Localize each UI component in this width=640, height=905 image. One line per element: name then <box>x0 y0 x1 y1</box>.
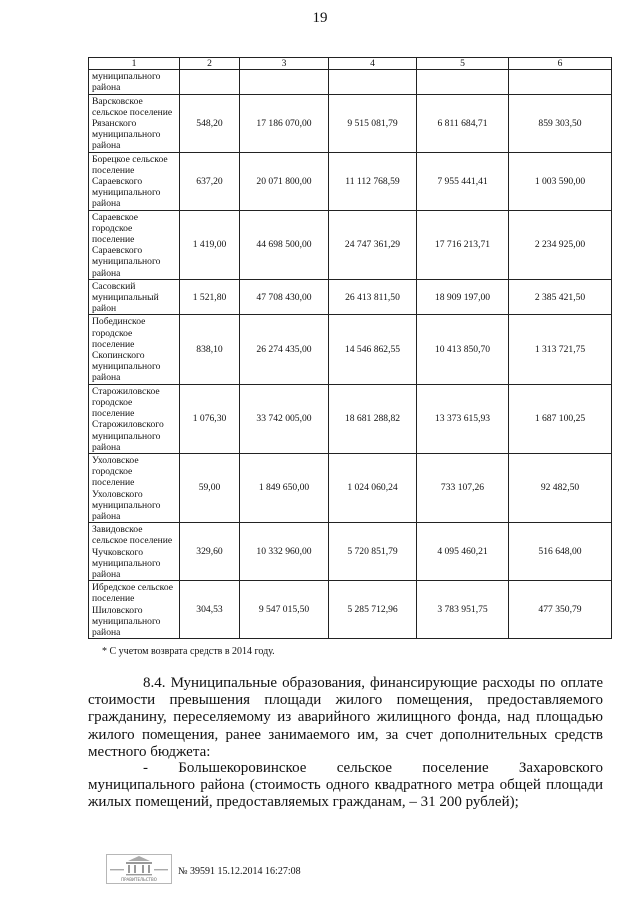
municipality-name-line: муниципальный <box>92 292 159 304</box>
municipality-name-cell <box>89 384 180 453</box>
value-cell-c4: 24 747 361,29 <box>329 210 417 279</box>
municipality-name-line: муниципального <box>92 615 161 627</box>
municipality-name-line: района <box>92 372 121 384</box>
table-row <box>89 94 612 152</box>
value-cell-c2: 59,00 <box>180 453 240 522</box>
municipality-name-cell <box>89 210 180 279</box>
municipality-name-line: района <box>92 140 121 152</box>
table-header-row <box>89 58 612 70</box>
value-cell-c6: 516 648,00 <box>509 523 612 581</box>
registration-datetime: 15.12.2014 16:27:08 <box>217 866 301 877</box>
value-cell-c2: 637,20 <box>180 152 240 210</box>
municipality-name-line: поселение <box>92 477 135 489</box>
value-cell-c2: 329,60 <box>180 523 240 581</box>
municipality-name-line: городское <box>92 466 133 478</box>
value-cell-c4: 26 413 811,50 <box>329 279 417 315</box>
column-header: 6 <box>509 58 612 70</box>
value-cell-c6: 1 687 100,25 <box>509 384 612 453</box>
value-cell-c3: 1 849 650,00 <box>240 453 329 522</box>
municipality-name-line: муниципального <box>92 187 161 199</box>
value-cell-c3: 20 071 800,00 <box>240 152 329 210</box>
municipality-name-cell <box>89 70 180 94</box>
municipality-name-line: поселение <box>92 338 135 350</box>
value-cell-c6: 2 385 421,50 <box>509 279 612 315</box>
municipality-name-line: Борецкое сельское <box>92 153 168 165</box>
value-cell-c5: 6 811 684,71 <box>417 94 509 152</box>
value-cell-c4 <box>329 70 417 94</box>
value-cell-c3 <box>240 70 329 94</box>
value-cell-c4: 9 515 081,79 <box>329 94 417 152</box>
municipality-name-line: Завидовское <box>92 524 143 536</box>
table-row <box>89 70 612 94</box>
table-row <box>89 152 612 210</box>
municipality-name-line: район <box>92 303 117 315</box>
table-row <box>89 279 612 315</box>
table-row <box>89 523 612 581</box>
value-cell-c2 <box>180 70 240 94</box>
government-seal-icon <box>106 854 172 884</box>
value-cell-c3: 17 186 070,00 <box>240 94 329 152</box>
municipality-name-line: муниципального <box>92 71 161 83</box>
value-cell-c5: 18 909 197,00 <box>417 279 509 315</box>
value-cell-c5: 17 716 213,71 <box>417 210 509 279</box>
municipality-name-line: городское <box>92 327 133 339</box>
value-cell-c5: 10 413 850,70 <box>417 315 509 384</box>
value-cell-c4: 1 024 060,24 <box>329 453 417 522</box>
municipality-name-line: муниципального <box>92 129 161 141</box>
municipality-name-line: района <box>92 441 121 453</box>
table-row <box>89 315 612 384</box>
registration-line <box>178 866 301 877</box>
value-cell-c3: 44 698 500,00 <box>240 210 329 279</box>
table-row <box>89 581 612 639</box>
value-cell-c6 <box>509 70 612 94</box>
municipality-item: - Большекоровинское сельское поселение Захаровского муниципального района (стоимость одного квадратного метра общей площади жилых помещений, предоставляемых гражданам, – 31 200 рублей); <box>88 760 603 811</box>
value-cell-c5: 13 373 615,93 <box>417 384 509 453</box>
municipality-name-line: района <box>92 568 121 580</box>
municipality-name-line: городское <box>92 222 133 234</box>
municipality-name-line: муниципального <box>92 499 161 511</box>
column-header: 4 <box>329 58 417 70</box>
table-footnote: * С учетом возврата средств в 2014 году. <box>102 646 275 657</box>
page-number: 19 <box>312 10 328 26</box>
seal-caption: ПРАВИТЕЛЬСТВО <box>121 877 157 882</box>
value-cell-c6: 1 313 721,75 <box>509 315 612 384</box>
value-cell-c6: 859 303,50 <box>509 94 612 152</box>
column-header: 5 <box>417 58 509 70</box>
table-row <box>89 453 612 522</box>
value-cell-c6: 1 003 590,00 <box>509 152 612 210</box>
municipality-name-line: муниципального <box>92 361 161 373</box>
value-cell-c3: 47 708 430,00 <box>240 279 329 315</box>
value-cell-c5 <box>417 70 509 94</box>
value-cell-c5: 733 107,26 <box>417 453 509 522</box>
value-cell-c3: 9 547 015,50 <box>240 581 329 639</box>
value-cell-c5: 7 955 441,41 <box>417 152 509 210</box>
municipality-name-line: Скопинского <box>92 350 145 362</box>
municipality-name-line: поселение <box>92 164 135 176</box>
value-cell-c3: 26 274 435,00 <box>240 315 329 384</box>
municipality-name-line: Варсковское <box>92 95 143 107</box>
municipality-name-line: Шиловского <box>92 604 143 616</box>
municipality-name-line: муниципального <box>92 256 161 268</box>
municipality-name-line: сельское поселение <box>92 535 173 547</box>
municipality-name-cell <box>89 453 180 522</box>
subsidy-table <box>88 57 612 639</box>
municipality-name-line: муниципального <box>92 430 161 442</box>
value-cell-c4: 5 285 712,96 <box>329 581 417 639</box>
municipality-name-line: Побединское <box>92 316 146 328</box>
municipality-name-line: поселение <box>92 234 135 246</box>
municipality-name-line: Сараевского <box>92 245 143 257</box>
column-header: 2 <box>180 58 240 70</box>
value-cell-c2: 838,10 <box>180 315 240 384</box>
value-cell-c2: 1 419,00 <box>180 210 240 279</box>
registration-number: № 39591 <box>178 866 216 877</box>
value-cell-c5: 4 095 460,21 <box>417 523 509 581</box>
municipality-name-line: Рязанского <box>92 118 137 130</box>
value-cell-c3: 33 742 005,00 <box>240 384 329 453</box>
value-cell-c4: 18 681 288,82 <box>329 384 417 453</box>
municipality-name-line: района <box>92 82 121 94</box>
section-8-4-paragraph: 8.4. Муниципальные образования, финансирующие расходы по оплате стоимости превышения площади жилого помещения, предоставляемого гражданину, переселяемому из аварийного жилищного фонда, над площадью жилого помещения, ранее занимаемого им, за счет дополнительных средств местного бюджета: <box>88 675 603 760</box>
value-cell-c3: 10 332 960,00 <box>240 523 329 581</box>
value-cell-c4: 14 546 862,55 <box>329 315 417 384</box>
municipality-name-cell <box>89 523 180 581</box>
municipality-name-cell <box>89 94 180 152</box>
municipality-name-line: муниципального <box>92 557 161 569</box>
value-cell-c2: 548,20 <box>180 94 240 152</box>
municipality-name-cell <box>89 152 180 210</box>
municipality-name-line: Ухоловское <box>92 454 139 466</box>
value-cell-c6: 2 234 925,00 <box>509 210 612 279</box>
municipality-name-line: сельское поселение <box>92 106 173 118</box>
municipality-name-line: Ибредское сельское <box>92 582 174 594</box>
value-cell-c4: 5 720 851,79 <box>329 523 417 581</box>
value-cell-c6: 92 482,50 <box>509 453 612 522</box>
value-cell-c6: 477 350,79 <box>509 581 612 639</box>
municipality-name-line: поселение <box>92 593 135 605</box>
municipality-name-line: Старожиловского <box>92 419 164 431</box>
municipality-name-line: Ухоловского <box>92 488 143 500</box>
municipality-name-line: района <box>92 267 121 279</box>
table-row <box>89 210 612 279</box>
municipality-name-line: Старожиловское <box>92 385 160 397</box>
municipality-name-line: района <box>92 626 121 638</box>
municipality-name-line: Чучковского <box>92 546 144 558</box>
value-cell-c2: 1 076,30 <box>180 384 240 453</box>
municipality-name-cell <box>89 315 180 384</box>
municipality-name-line: Сасовский <box>92 280 136 292</box>
municipality-name-cell <box>89 279 180 315</box>
municipality-name-line: района <box>92 510 121 522</box>
municipality-name-cell <box>89 581 180 639</box>
municipality-name-line: городское поселение <box>92 396 135 420</box>
value-cell-c2: 1 521,80 <box>180 279 240 315</box>
value-cell-c4: 11 112 768,59 <box>329 152 417 210</box>
column-header: 3 <box>240 58 329 70</box>
value-cell-c2: 304,53 <box>180 581 240 639</box>
table-row <box>89 384 612 453</box>
municipality-name-line: района <box>92 198 121 210</box>
value-cell-c5: 3 783 951,75 <box>417 581 509 639</box>
municipality-name-line: Сараевского <box>92 176 143 188</box>
column-header: 1 <box>89 58 180 70</box>
municipality-name-line: Сараевское <box>92 211 139 223</box>
